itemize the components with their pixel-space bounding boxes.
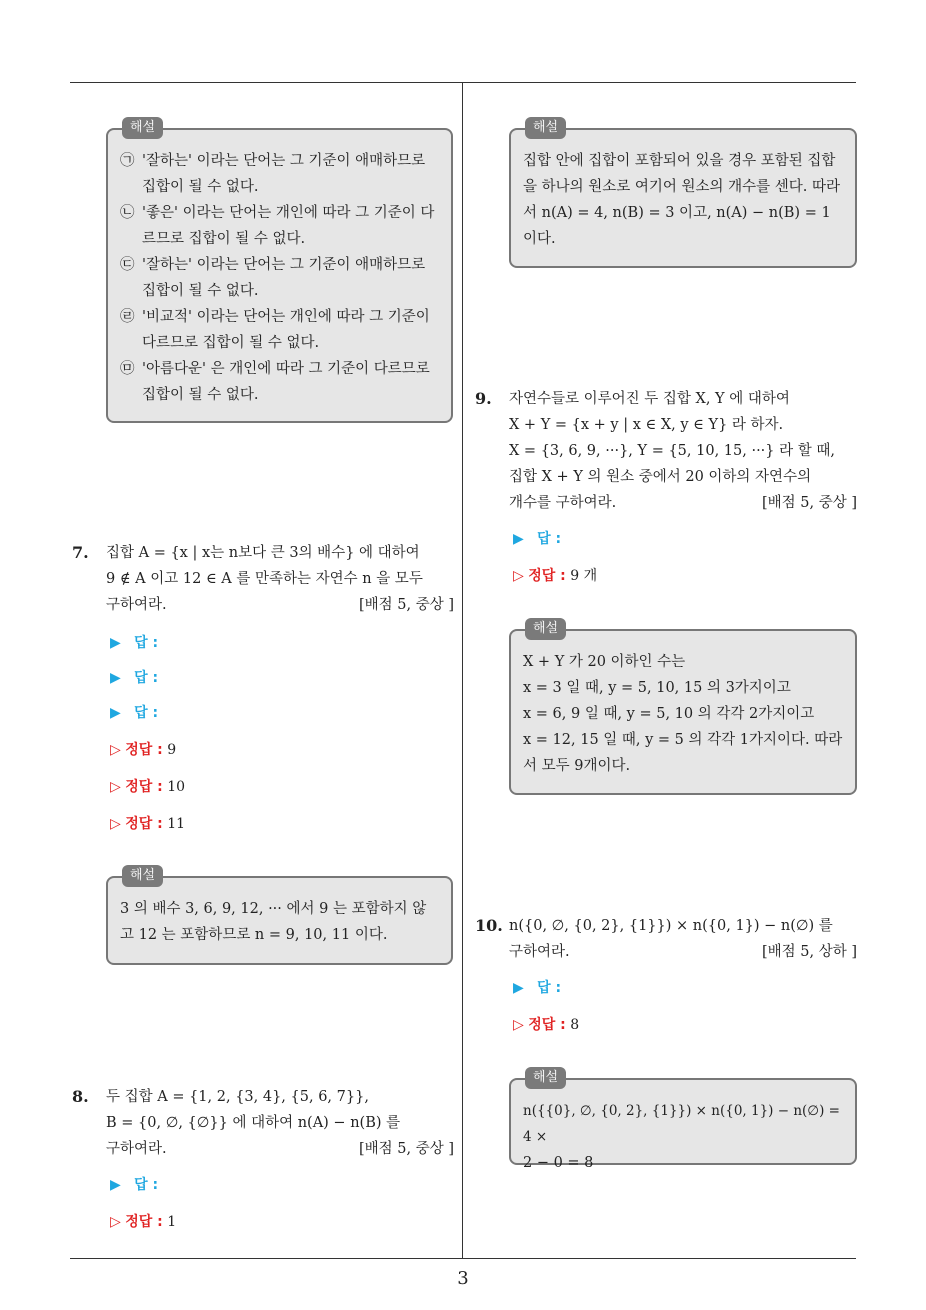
list-item: [120, 356, 439, 408]
solution-box-6: [106, 120, 453, 423]
problem-9: [475, 386, 857, 516]
item-marker: ㉡: [120, 205, 135, 221]
problem-8: [72, 1084, 454, 1162]
correct-answer-line: [110, 740, 176, 760]
score: [배점 5, 상하 ]: [761, 944, 857, 960]
answer-line: [513, 529, 561, 549]
answer-label: 답 :: [537, 980, 562, 996]
item-text: '잘하는' 이라는 단어는 그 기준이 애매하므로 집합이 될 수 없다.: [142, 153, 426, 195]
problem-line-text: 구하여라.: [106, 597, 167, 613]
correct-value: 1: [167, 1214, 177, 1230]
triangle-icon: ▷: [110, 742, 121, 758]
item-marker: ㉢: [120, 257, 135, 273]
answer-label: 답 :: [134, 705, 159, 721]
solution-tag: 해설: [122, 865, 163, 887]
correct-label: 정답 :: [528, 1017, 566, 1033]
solution-box-10: [509, 1070, 857, 1171]
problem-line-text: 구하여라.: [106, 1141, 167, 1157]
bottom-rule: [70, 1258, 856, 1259]
solution-tag: 해설: [525, 618, 566, 640]
problem-number: 7.: [72, 543, 89, 562]
problem-7: [72, 540, 454, 618]
correct-label: 정답 :: [125, 816, 163, 832]
correct-value: 10: [167, 779, 186, 795]
solution-line: x = 12, 15 일 때, y = 5 의 각각 1가지이다. 따라: [523, 732, 843, 748]
triangle-icon: ▷: [110, 1214, 121, 1230]
correct-answer-line: [110, 1212, 176, 1232]
correct-answer-line: [110, 814, 185, 834]
item-marker: ㉤: [120, 361, 135, 377]
answer-line: [513, 978, 561, 998]
problem-10: [475, 913, 857, 965]
correct-label: 정답 :: [125, 1214, 163, 1230]
triangle-icon: ▷: [110, 779, 121, 795]
play-icon: ▶: [513, 531, 524, 547]
correct-answer-line: [513, 566, 597, 586]
problem-line: 집합 A = {x | x는 n보다 큰 3의 배수} 에 대하여: [106, 545, 420, 561]
correct-value: 11: [167, 816, 186, 832]
answer-label: 답 :: [537, 531, 562, 547]
solution-text: 집합 안에 집합이 포함되어 있을 경우 포함된 집합을 하나의 원소로 여기어 원소의 개수를 센다. 따라서 n(A) = 4, n(B) = 3 이고, n(A) − n(B) = 1 이다.: [523, 153, 841, 247]
solution-line: 서 모두 9개이다.: [523, 758, 631, 774]
solution-text: 3 의 배수 3, 6, 9, 12, ··· 에서 9 는 포함하지 않고 12 는 포함하므로 n = 9, 10, 11 이다.: [120, 901, 427, 943]
solution-line: x = 6, 9 일 때, y = 5, 10 의 각각 2가지이고: [523, 706, 815, 722]
item-text: '아름다운' 은 개인에 따라 그 기준이 다르므로 집합이 될 수 없다.: [142, 361, 430, 403]
problem-line: [106, 1136, 454, 1162]
play-icon: ▶: [110, 1177, 121, 1193]
item-marker: ㉠: [120, 153, 135, 169]
solution-tag: 해설: [525, 117, 566, 139]
problem-number: 8.: [72, 1087, 89, 1106]
solution-box-9: [509, 621, 857, 795]
solution-line: 2 − 0 = 8: [523, 1155, 594, 1171]
problem-line: 집합 X + Y 의 원소 중에서 20 이하의 자연수의: [509, 469, 812, 485]
answer-line: [110, 668, 158, 688]
answer-label: 답 :: [134, 635, 159, 651]
correct-label: 정답 :: [125, 742, 163, 758]
solution-tag: 해설: [122, 117, 163, 139]
score: [배점 5, 중상 ]: [358, 1141, 454, 1157]
problem-line: 두 집합 A = {1, 2, {3, 4}, {5, 6, 7}},: [106, 1089, 369, 1105]
correct-answer-line: [513, 1015, 579, 1035]
problem-number: 9.: [475, 389, 492, 408]
solution-line: x = 3 일 때, y = 5, 10, 15 의 3가지이고: [523, 680, 791, 696]
answer-label: 답 :: [134, 670, 159, 686]
problem-line: 9 ∉ A 이고 12 ∈ A 를 만족하는 자연수 n 을 모두: [106, 571, 423, 587]
problem-line: [106, 592, 454, 618]
play-icon: ▶: [110, 705, 121, 721]
solution-box-8-prev: [509, 120, 857, 268]
play-icon: ▶: [513, 980, 524, 996]
correct-value: 8: [570, 1017, 580, 1033]
correct-answer-line: [110, 777, 185, 797]
problem-line: [509, 939, 857, 965]
item-text: '잘하는' 이라는 단어는 그 기준이 애매하므로 집합이 될 수 없다.: [142, 257, 426, 299]
item-text: '좋은' 이라는 단어는 개인에 따라 그 기준이 다르므로 집합이 될 수 없다.: [142, 205, 435, 247]
play-icon: ▶: [110, 635, 121, 651]
play-icon: ▶: [110, 670, 121, 686]
problem-line-text: 구하여라.: [509, 944, 570, 960]
problem-line: B = {0, ∅, {∅}} 에 대하여 n(A) − n(B) 를: [106, 1115, 401, 1131]
problem-line: 자연수들로 이루어진 두 집합 X, Y 에 대하여: [509, 391, 790, 407]
problem-line: X = {3, 6, 9, ···}, Y = {5, 10, 15, ···} 라 할 때,: [509, 443, 835, 459]
item-text: '비교적' 이라는 단어는 개인에 따라 그 기준이 다르므로 집합이 될 수 없다.: [142, 309, 430, 351]
top-rule: [70, 82, 856, 83]
problem-line: [509, 490, 857, 516]
solution-tag: 해설: [525, 1067, 566, 1089]
score: [배점 5, 중상 ]: [761, 495, 857, 511]
list-item: [120, 200, 439, 252]
correct-label: 정답 :: [528, 568, 566, 584]
score: [배점 5, 중상 ]: [358, 597, 454, 613]
answer-line: [110, 703, 158, 723]
list-item: [120, 148, 439, 200]
column-divider: [462, 82, 463, 1258]
triangle-icon: ▷: [513, 1017, 524, 1033]
correct-value: 9: [167, 742, 177, 758]
solution-line: X + Y 가 20 이하인 수는: [523, 654, 686, 670]
answer-label: 답 :: [134, 1177, 159, 1193]
solution-line: n({{0}, ∅, {0, 2}, {1}}) × n({0, 1}) − n(∅) = 4 ×: [523, 1103, 840, 1145]
item-marker: ㉣: [120, 309, 135, 325]
answer-line: [110, 1175, 158, 1195]
problem-line-text: 개수를 구하여라.: [509, 495, 617, 511]
solution-box-7: [106, 868, 453, 965]
triangle-icon: ▷: [513, 568, 524, 584]
problem-line: X + Y = {x + y | x ∈ X, y ∈ Y} 라 하자.: [509, 417, 784, 433]
list-item: [120, 252, 439, 304]
triangle-icon: ▷: [110, 816, 121, 832]
problem-line: n({0, ∅, {0, 2}, {1}}) × n({0, 1}) − n(∅) 를: [509, 918, 833, 934]
page-number: 3: [457, 1268, 469, 1289]
problem-number: 10.: [475, 916, 503, 935]
answer-line: [110, 633, 158, 653]
correct-value: 9 개: [570, 568, 598, 584]
correct-label: 정답 :: [125, 779, 163, 795]
list-item: [120, 304, 439, 356]
